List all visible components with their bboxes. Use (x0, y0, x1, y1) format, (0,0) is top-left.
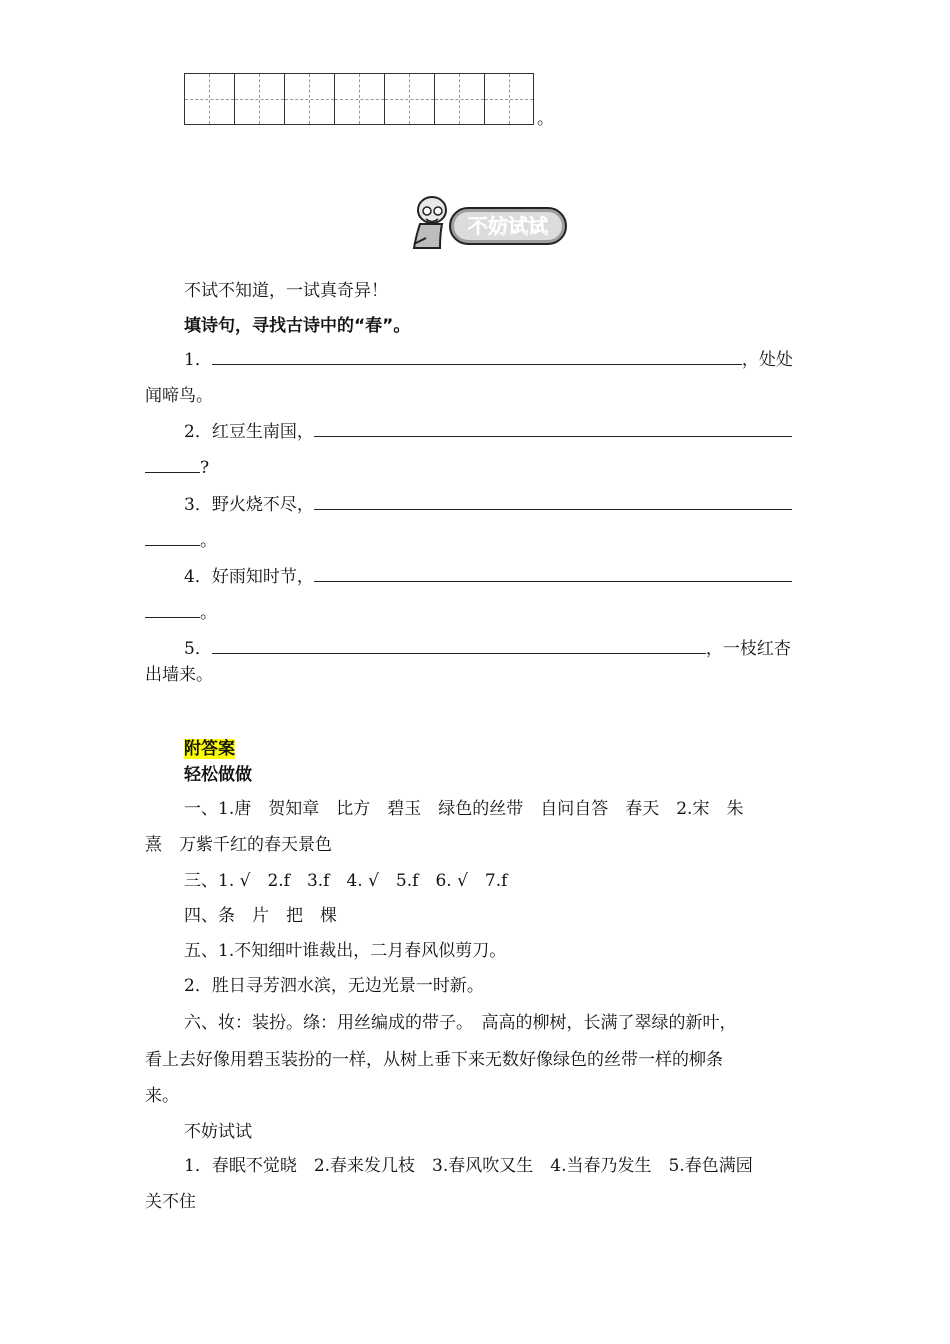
answer-line: 一、1.唐 贺知章 比方 碧玉 绿色的丝带 自问自答 春天 2.宋 朱 (184, 799, 744, 819)
intro-text: 不试不知道，一试真奇异！ (184, 281, 388, 301)
question-end: 。 (200, 603, 217, 623)
grid-cell[interactable] (384, 73, 434, 125)
try-it-badge-icon (410, 188, 570, 252)
task-title: 填诗句，寻找古诗中的“春”。 (184, 316, 411, 336)
question-3-continued (145, 530, 217, 552)
question-4 (184, 566, 792, 588)
question-end: ? (200, 458, 210, 478)
answer-line: 关不住 (145, 1192, 196, 1212)
question-before: 野火烧不尽， (211, 495, 314, 515)
answer-line: 熹 万紫千红的春天景色 (145, 835, 332, 855)
question-before: 红豆生南国， (211, 422, 314, 442)
answers-title: 附答案 (184, 739, 235, 759)
grid-cell[interactable] (184, 73, 234, 125)
grid-cell[interactable] (234, 73, 284, 125)
answer-line: 2．胜日寻芳泗水滨，无边光景一时新。 (184, 976, 484, 996)
question-number: 2． (184, 422, 212, 442)
answer-blank[interactable] (145, 531, 200, 546)
question-end: 。 (200, 531, 217, 551)
answers-section-1: 轻松做做 (184, 765, 252, 785)
writing-grid (184, 73, 534, 125)
question-1 (184, 349, 793, 371)
question-number: 3． (184, 495, 212, 515)
answer-blank[interactable] (212, 350, 742, 365)
question-number: 1． (184, 350, 212, 370)
answer-blank[interactable] (145, 458, 200, 473)
grid-cell[interactable] (434, 73, 484, 125)
grid-cell[interactable] (334, 73, 384, 125)
answer-line: 五、1.不知细叶谁裁出，二月春风似剪刀。 (184, 941, 507, 961)
answers-section-2: 不妨试试 (184, 1122, 252, 1142)
question-5-continued: 出墙来。 (145, 665, 213, 685)
grid-cell[interactable] (284, 73, 334, 125)
answer-blank[interactable] (212, 639, 706, 654)
question-after: ，一枝红杏 (705, 639, 791, 659)
question-4-continued (145, 602, 217, 624)
grid-period: 。 (537, 109, 554, 129)
answer-blank[interactable] (314, 422, 792, 437)
answer-line: 六、妆：装扮。绦：用丝编成的带子。 高高的柳树，长满了翠绿的新叶， (184, 1013, 737, 1033)
question-3 (184, 494, 792, 516)
question-number: 4． (184, 567, 212, 587)
question-before: 好雨知时节， (211, 567, 314, 587)
question-5 (184, 638, 791, 660)
answer-blank[interactable] (145, 603, 200, 618)
answer-line: 三、1. √ 2.f 3.f 4. √ 5.f 6. √ 7.f (184, 871, 508, 891)
answer-blank[interactable] (314, 567, 792, 582)
question-after: ，处处 (741, 350, 793, 370)
grid-cell[interactable] (484, 73, 534, 125)
question-2-continued (145, 457, 209, 479)
answer-line: 四、条 片 把 棵 (184, 906, 337, 926)
answer-line: 1．春眠不觉晓 2.春来发几枝 3.春风吹又生 4.当春乃发生 5.春色满园 (184, 1156, 753, 1176)
question-1-continued: 闻啼鸟。 (145, 386, 213, 406)
question-2 (184, 421, 792, 443)
answer-line: 来。 (145, 1086, 179, 1106)
question-number: 5． (184, 639, 212, 659)
answer-line: 看上去好像用碧玉装扮的一样，从树上垂下来无数好像绿色的丝带一样的柳条 (145, 1050, 723, 1070)
answer-blank[interactable] (314, 495, 792, 510)
badge-text: 不妨试试 (468, 214, 548, 238)
